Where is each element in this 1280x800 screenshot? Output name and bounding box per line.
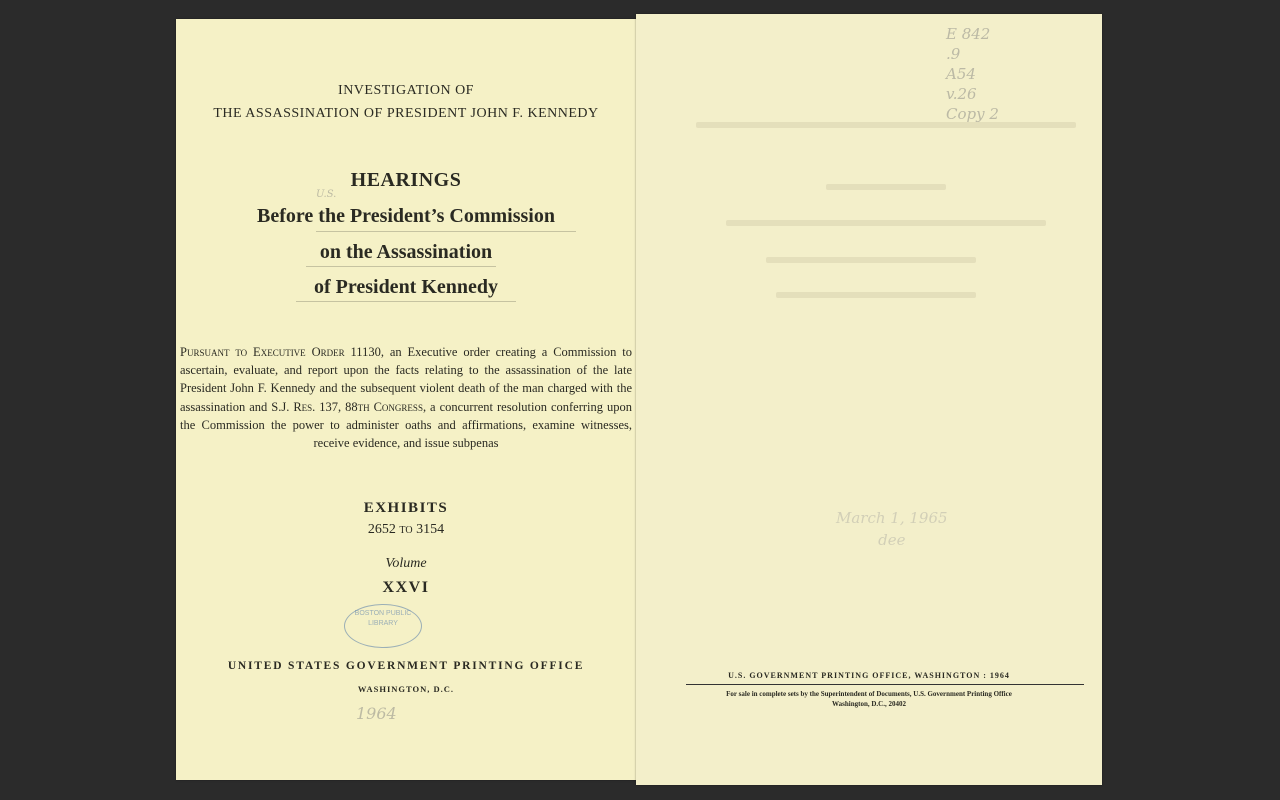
volume-label: Volume xyxy=(385,556,427,571)
catalog-line: E 842 xyxy=(946,25,991,43)
pencil-underline xyxy=(306,266,496,267)
bleed-through-line xyxy=(776,292,976,298)
imprint-rule xyxy=(686,684,1084,685)
received-line: dee xyxy=(878,531,906,549)
catalog-line: A54 xyxy=(946,65,976,83)
bleed-through-line xyxy=(696,122,1076,128)
hearings-title: HEARINGS xyxy=(350,169,462,191)
pencil-catalog-number xyxy=(946,24,1046,124)
publisher-city: WASHINGTON, D.C. xyxy=(357,684,455,694)
heading-line-1: INVESTIGATION OF xyxy=(338,83,474,98)
pursuant-text: 11130, an Executive order creating a Commission to ascertain, evaluate, and report upon the facts relating to the assassination of the late President John F. Kennedy and the subsequent violent death of the man charged with the assassination and S.J. xyxy=(180,345,633,414)
bleed-through-line xyxy=(826,184,946,190)
pursuant-text-end: , a concurrent resolution conferring upon the Commission the power to administer oaths and affirmations, examine witnesses, receive evidence, and issue subpenas xyxy=(180,399,632,451)
subtitle-line-2: on the Assassination xyxy=(319,241,493,263)
pursuant-paragraph xyxy=(180,343,632,452)
subtitle-line-1: Before the President’s Commission xyxy=(257,205,555,227)
received-line: March 1, 1965 xyxy=(836,509,948,527)
sale-line-1: For sale in complete sets by the Superintendent of Documents, U.S. Government Printing Office xyxy=(726,690,1012,698)
pencil-underline xyxy=(316,231,576,232)
sale-line-2: Washington, D.C., 20402 xyxy=(832,700,906,708)
right-verso-page xyxy=(636,14,1102,785)
catalog-line: .9 xyxy=(946,45,961,63)
pencil-annotation-us: U.S. xyxy=(316,189,337,200)
exhibits-title: EXHIBITS xyxy=(363,500,449,516)
res-caps: Res. xyxy=(293,399,316,414)
congress-caps: 88th Congress xyxy=(345,399,423,414)
volume-number: XXVI xyxy=(382,579,430,596)
catalog-line: Copy 2 xyxy=(946,105,999,123)
exhibits-range: 2652 to 3154 xyxy=(367,522,445,537)
heading-line-2: THE ASSASSINATION OF PRESIDENT JOHN F. KENNEDY xyxy=(213,106,599,121)
library-stamp: BOSTON PUBLIC LIBRARY xyxy=(344,604,422,648)
res-number: 137, xyxy=(315,399,346,414)
pencil-date: 1964 xyxy=(356,704,397,723)
publisher-name: UNITED STATES GOVERNMENT PRINTING OFFICE xyxy=(227,660,585,672)
bleed-through-line xyxy=(766,257,976,263)
left-title-page xyxy=(176,19,636,780)
pursuant-caps: Pursuant to Executive Order xyxy=(180,345,345,359)
subtitle-line-3: of President Kennedy xyxy=(313,276,499,298)
bleed-through-line xyxy=(726,220,1046,226)
pencil-received-note xyxy=(836,507,948,551)
pencil-underline xyxy=(296,301,516,302)
catalog-line: v.26 xyxy=(946,85,977,103)
gpo-imprint: U.S. GOVERNMENT PRINTING OFFICE, WASHINGTON : 1964 xyxy=(728,671,1010,680)
